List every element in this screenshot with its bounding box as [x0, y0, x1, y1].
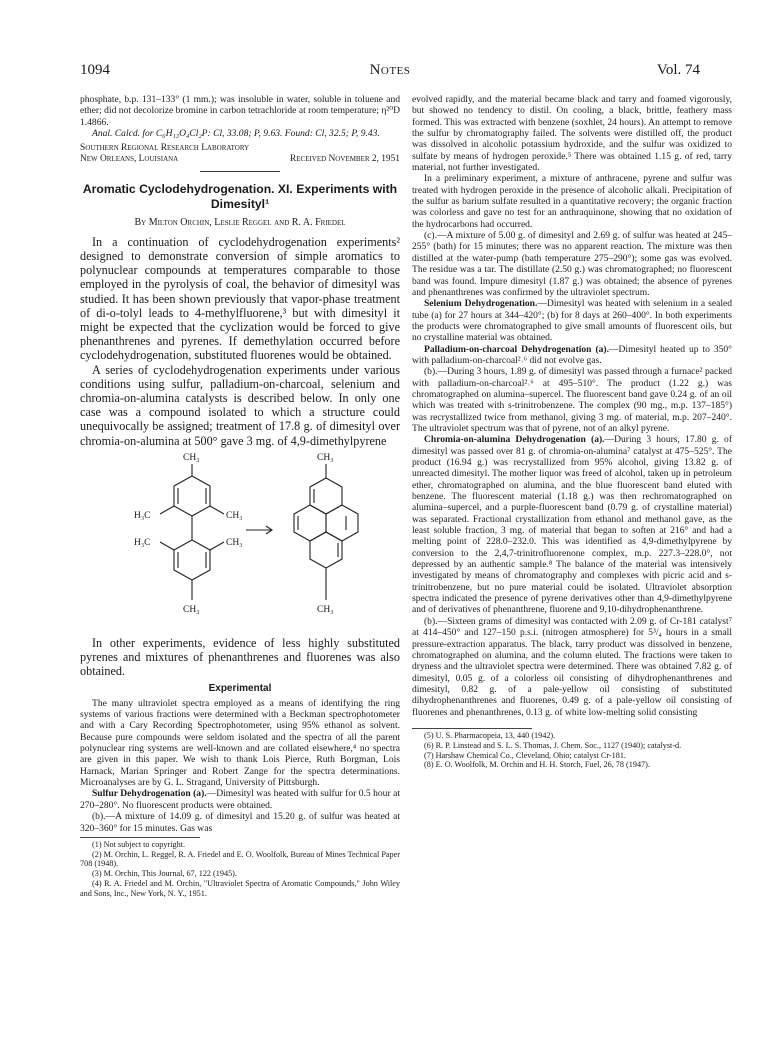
- selenium-text: —Dimesityl was heated with selenium in a sealed tube (a) for 27 hours at 344–420°; (b) for 8 days at 260–400°. In both experiments the products were chromatographed to give small amounts of fluorescent oils, but no crystalline material was obtained.: [412, 298, 732, 344]
- sulfur-paragraph-b: (b).—A mixture of 14.09 g. of dimesityl and 15.20 g. of sulfur was heated at 320–360° for 15 minutes. Gas was: [80, 811, 400, 834]
- dimesityl-top-ring: [174, 476, 210, 516]
- dimesityl-bottom-ring: [174, 540, 210, 580]
- label-ch3-upper-right: CH₃: [226, 510, 243, 521]
- right-paragraph-2: In a preliminary experiment, a mixture of anthracene, pyrene and sulfur was treated with hydrogen peroxide in the presence of alcoholic alkali. Precipitation of the sulfur as barium sulfate resulted in a quantitative recovery; the organic fraction was colorless and gave no test for an anthraquinone, showing that no oxidation of the hydrocarbons had occurred.: [412, 173, 732, 230]
- section-heading-experimental: Experimental: [208, 683, 272, 695]
- label-ch3-top-right: CH₃: [317, 452, 334, 463]
- label-h3c-upper: H₃C: [134, 510, 151, 521]
- label-ch3-top: CH₃: [183, 452, 200, 463]
- footnote-2: (2) M. Orchin, L. Reggel, R. A. Friedel and E. O. Woolfolk, Bureau of Mines Technical Paper 708 (1948).: [80, 849, 400, 869]
- chromia-heading: Chromia-on-alumina Dehydrogenation (a).: [424, 434, 605, 446]
- affiliation-city: New Orleans, Louisiana: [80, 154, 179, 165]
- footnote-4: (4) R. A. Friedel and M. Orchin, "Ultraviolet Spectra of Aromatic Compounds," John Wiley and Sons, Inc., New York, N. Y., 1951.: [80, 879, 400, 898]
- page-number: 1094: [80, 62, 110, 78]
- affiliation-row: [80, 154, 400, 165]
- pyrene-ring-right: [326, 505, 358, 541]
- right-column: [412, 94, 732, 770]
- sulfur-text-a: —Dimesityl was heated with sulfur for 0.5 hour at 270–280°. No fluorescent products were obtained.: [80, 788, 400, 811]
- selenium-paragraph: [412, 298, 732, 343]
- intro-paragraph-2: A series of cyclodehydrogenation experiments under various conditions using sulfur, palladium-on-charcoal, selenium and chromia-on-alumina catalysts is described below. In only one case was a compound isolated to which a structure could unequivocally be assigned; treatment of 17.8 g. of dimesityl over chromia-on-alumina at 500° gave 3 mg. of 4,9-dimethylpyrene: [80, 362, 400, 448]
- intro-paragraph-1: In a continuation of cyclodehydrogenation experiments² designed to demonstrate conversion of simple aromatics to polynuclear compounds at temperatures comparable to those employed in the pyrolysis of coal, the behavior of dimesityl was studied. It has been shown previously that vapor-phase treatment of di-o-tolyl leads to 4-methylfluorene,³ but with dimesityl it might be expected that the cyclization would be forced to give phenanthrenes and pyrenes. If demethylation occurred before cyclodehydrogenation, substituted fluorenes would be obtained.: [80, 234, 400, 363]
- page-header: [80, 62, 700, 84]
- article-authors: By Milton Orchin, Leslie Reggel and R. A. Friedel: [134, 217, 346, 229]
- sulfur-heading: Sulfur Dehydrogenation (a).: [92, 788, 207, 800]
- palladium-heading: Palladium-on-charcoal Dehydrogenation (a).: [424, 343, 609, 355]
- label-ch3-lower-right: CH₃: [226, 537, 243, 548]
- footnote-rule-left: [80, 837, 200, 838]
- article-separator: [200, 171, 280, 172]
- sulfur-paragraph-c: (c).—A mixture of 5.00 g. of dimesityl and 2.69 g. of sulfur was heated at 245–255° (bath) for 15 minutes; there was no apparent reaction. The mixture was then distilled at the water-pump (bath temperature 275–290°); some gas was evolved. The residue was a tar. The distillate (2.50 g.) was chromatographed; no fluorescent band was found. Impure dimesityl (1.87 g.) was obtained; the absence of pyrenes and phenanthrenes was confirmed by the ultraviolet spectrum.: [412, 230, 732, 298]
- footnote-3: (3) M. Orchin, This Journal, 67, 122 (1945).: [92, 869, 237, 879]
- volume-number: Vol. 74: [656, 62, 700, 78]
- footnote-1: (1) Not subject to copyright.: [92, 839, 186, 849]
- footnote-rule-right: [412, 728, 532, 729]
- reaction-scheme: [80, 450, 400, 632]
- sulfur-paragraph-a: [80, 788, 400, 811]
- palladium-text-a: —Dimesityl heated up to 350° with palladium-on-charcoal²˒⁶ did not evolve gas.: [412, 343, 732, 366]
- footnote-7: (7) Harshaw Chemical Co., Cleveland, Ohio; catalyst Cr-181.: [424, 750, 626, 760]
- palladium-paragraph-a: [412, 344, 732, 367]
- affiliation-lab: Southern Regional Research Laboratory: [80, 143, 250, 154]
- label-h3c-lower: H₃C: [134, 537, 151, 548]
- label-ch3-bottom: CH₃: [183, 604, 200, 615]
- received-date: Received November 2, 1951: [290, 154, 400, 165]
- intro-paragraph-3: In other experiments, evidence of less highly substituted pyrenes and mixtures of phenanthrenes and fluorenes was also obtained.: [80, 635, 400, 679]
- palladium-paragraph-b: (b).—During 3 hours, 1.89 g. of dimesityl was passed through a furnace² packed with palladium-on-charcoal²˒⁶ at 495–510°. The product (1.22 g.) was chromatographed on alumina–supercel. The fluorescent band gave 0.24 g. of an oil which was treated with s-trinitrobenzene. The complex (90 mg., m.p. 137–185°) was recrystallized twice from methanol, giving 3 mg. of material, m.p. 207–240°. The ultraviolet spectrum was that of pyrene, not of an alkyl pyrene.: [412, 366, 732, 434]
- chromia-paragraph-b: (b).—Sixteen grams of dimesityl was contacted with 2.09 g. of Cr-181 catalyst⁷ at 414–450° and 127–150 p.s.i. (nitrogen atmosphere) for 5³/₄ hours in a small pressure-extraction apparatus. The black, tarry product was dissolved in benzene, chromatographed on alumina, and the column eluted. The fractions were taken to dryness and the ultraviolet spectra were determined. There was obtained 7.82 g. of dimesityl, 0.05 g. of a colorless oil consisting of dihydrophenanthrenes and dimesityl, 0.82 g. of a pale-yellow oil consisting of substituted dihydrophenanthrenes and fluorenes, 0.49 g. of a pale-yellow oil consisting of fluorenes and phenanthrenes, 0.13 g. of white low-melting solid consisting: [412, 615, 732, 718]
- pyrene-ring-left: [294, 505, 326, 541]
- experimental-paragraph: The many ultraviolet spectra employed as a means of identifying the ring systems of various fractions were determined with a Beckman spectrophotometer and with a Cary Recording Spectrophotometer, using 95% ethanol as solvent. Because pure compounds were seldom isolated and the spectra of all the parent polynuclear ring systems are well-known and are collated elsewhere,⁴ no spectra are given in this paper. We wish to thank Lois Pierce, Ruth Borgman, Lois Harnack, Marian Springer and Robert Zange for the spectra determinations. Microanalyses are by G. L. Stragand, University of Pittsburgh.: [80, 697, 400, 789]
- footnote-8: (8) E. O. Woolfolk, M. Orchin and H. H. Storch, Fuel, 26, 78 (1947).: [424, 760, 650, 770]
- selenium-heading: Selenium Dehydrogenation.: [424, 298, 538, 310]
- right-paragraph-1: evolved rapidly, and the material became black and tarry and foamed vigorously, but showed no tendency to distil. On cooling, a black, brittle, feathery mass formed. This was extracted with benzene (soxhlet, 24 hours). An attempt to remove the sulfur by chromatography failed. The solvents were distilled off, the product was dissolved in alcoholic potassium hydroxide, and the sulfur was oxidized to sulfate by means of hydrogen peroxide.⁵ There was obtained 1.15 g. of red, tarry material, not further investigated.: [412, 94, 732, 174]
- article-title: Aromatic Cyclodehydrogenation. XI. Experiments with Dimesityl¹: [82, 182, 398, 211]
- chromia-text-a: —During 3 hours, 17.80 g. of dimesityl was passed over 81 g. of chromia-on-alumina⁷ catalyst at 475–525°. The product (16.94 g.) was recrystallized from 95% alcohol, giving 13.82 g. of unreacted dimesityl. The mother liquor was freed of alcohol, taken up in petroleum ether, chromatographed on alumina, and the blue fluorescent band eluted with benzene. The fluorescent material (1.18 g.) was then rechromatographed on alumina–supercel, and a purple-fluorescent band (0.79 g. of crystalline material) was separated. Fractional crystallization from ethanol and methanol gave, as the least soluble fraction, 3 mg. of material that began to soften at 216° and had a melting point of 228.0–232.0. This was identified as 4,9-dimethylpyrene by conversion to the 2,4,7-trinitrofluorenone complex, m.p. 227.3–228.0°, not depressed by an authentic sample.⁸ The balance of the material was intensively investigated by means of chromatography and complexes with picric acid and s-trinitrobenzene, but no pure material could be isolated. Ultraviolet absorption spectra indicated the presence of pyrene derivatives other than 4,9-dimethylpyrene and of derivatives of phenanthrene, fluorene and 9,10-dihydrophenanthrene.: [412, 434, 733, 616]
- chromia-paragraph-a: [412, 434, 732, 616]
- running-head: Notes: [369, 62, 411, 78]
- footnote-6: (6) R. P. Linstead and S. L. S. Thomas, J. Chem. Soc., 1127 (1940); catalyst-d.: [424, 740, 682, 750]
- label-ch3-bottom-right: CH₃: [317, 604, 334, 615]
- reaction-scheme-drawing: [80, 450, 400, 632]
- left-column: [80, 94, 400, 899]
- footnote-5: (5) U. S. Pharmacopeia, 13, 440 (1942).: [424, 730, 556, 740]
- pyrene-ring-bottom: [310, 532, 342, 568]
- pyrene-ring-top: [310, 478, 342, 514]
- analysis-line: Anal. Calcd. for C₆H₁₃O₄Cl₂P: Cl, 33.08; P, 9.63. Found: Cl, 32.5; P, 9.43.: [92, 128, 380, 140]
- previous-article-end: phosphate, b.p. 131–133° (1 mm.); was insoluble in water, soluble in toluene and ether; did not decolorize bromine in carbon tetrachloride at room temperature; η²⁰D 1.4866.: [80, 94, 400, 128]
